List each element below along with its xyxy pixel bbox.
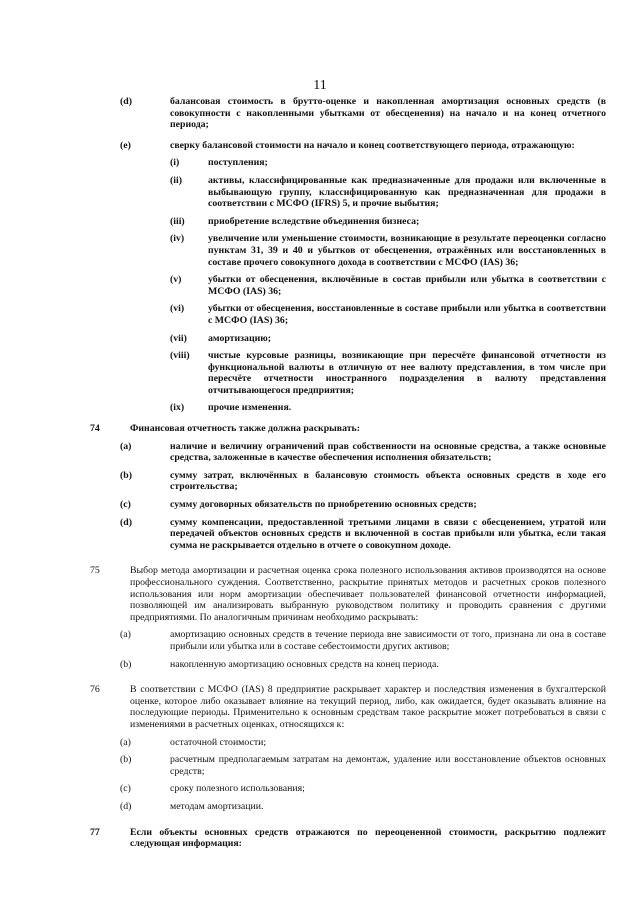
sub-item-text: увеличение или уменьшение стоимости, возникающие в результате переоценки согласно пунктам 31, 39 и 40 и убытков от обесценения, отражённых или восстановленных в составе прочего совокупного дохода в соответствии с МСФО (IAS) 36; <box>208 233 606 268</box>
sub-list-item <box>170 216 606 228</box>
sub-item-marker: (ix) <box>170 402 185 414</box>
paragraph-number: 74 <box>90 423 100 435</box>
list-item <box>120 737 606 749</box>
sub-item-text: чистые курсовые разницы, возникающие при пересчёте финансовой отчетности из функциональной валюты в отличную от нее валюту представления, в том числе при пересчёте отчетности иностранного подразделения в валюту представления отчитывающегося предприятия; <box>208 350 606 396</box>
item-text: сумму компенсации, предоставленной третьими лицами в связи с обесценением, утратой или передачей объектов основных средств и включенной в состав прибыли или убытка, если такая сумма не раскрывается отдельно в отчете о совокупном доходе. <box>170 516 606 551</box>
item-text: наличие и величину ограничений прав собственности на основные средства, а также основные средства, заложенные в качестве обеспечения исполнения обязательств; <box>170 440 606 464</box>
list-item <box>120 140 606 152</box>
item-marker: (b) <box>120 658 132 670</box>
sub-item-text: приобретение вследствие объединения бизнеса; <box>208 215 420 227</box>
paragraph-74 <box>90 423 606 435</box>
sub-list-item <box>170 333 606 345</box>
paragraph-text: Финансовая отчетность также должна раскрывать: <box>130 423 360 435</box>
sub-item-marker: (vii) <box>170 332 187 344</box>
item-text: балансовая стоимость в брутто-оценке и накопленная амортизация основных средств (в совокупности с накопленными убытками от обесценения) на начало и на конец отчетного периода; <box>170 96 606 131</box>
paragraph-76 <box>90 684 606 730</box>
item-text: сверку балансовой стоимости на начало и конец соответствующего периода, отражающую: <box>170 139 575 151</box>
item-marker: (c) <box>120 499 131 511</box>
sub-item-text: поступления; <box>208 157 268 169</box>
sub-item-text: амортизацию; <box>208 332 271 344</box>
sub-list-item <box>170 175 606 210</box>
item-marker: (d) <box>120 800 132 812</box>
sub-item-marker: (v) <box>170 274 182 286</box>
item-text: остаточной стоимости; <box>170 736 267 748</box>
item-marker: (d) <box>120 516 132 528</box>
list-item <box>120 96 606 131</box>
item-text: накопленную амортизацию основных средств на конец периода. <box>170 658 439 670</box>
paragraph-text: Выбор метода амортизации и расчетная оценка срока полезного использования активов производятся на основе профессионального суждения. Соответственно, раскрытие принятых методов и расчетных сроков полезного использования или норм амортизации обеспечивает пользователей финансовой отчетности информацией, позволяющей им анализировать выбранную руководством политику и проводить сравнения с другими предприятиями. По аналогичным причинам необходимо раскрывать: <box>130 565 606 623</box>
sub-list-item <box>170 157 606 169</box>
list-item <box>120 517 606 552</box>
item-text: расчетным предполагаемым затратам на демонтаж, удаление или восстановление объектов основных средств; <box>170 754 606 777</box>
sub-item-text: убытки от обесценения, восстановленные в составе прибыли или убытка в соответствии с МСФО (IAS) 36; <box>208 303 606 326</box>
sub-list-item <box>170 350 606 396</box>
item-text: амортизацию основных средств в течение периода вне зависимости от того, признана ли она в составе прибыли или убытка или в составе себестоимости других активов; <box>170 629 606 652</box>
list-item <box>120 499 606 511</box>
sub-item-text: убытки от обесценения, включённые в состав прибыли или убытка в соответствии с МСФО (IAS) 36; <box>208 274 606 297</box>
item-text: сумму договорных обязательств по приобретению основных средств; <box>170 499 477 511</box>
sub-item-text: прочие изменения. <box>208 402 292 414</box>
sub-list-item <box>170 274 606 297</box>
item-text: сроку полезного использования; <box>170 783 305 795</box>
list-item <box>120 441 606 464</box>
list-item <box>120 783 606 795</box>
item-marker: (d) <box>120 96 132 107</box>
item-marker: (e) <box>120 139 131 151</box>
paragraph-77 <box>90 827 606 850</box>
list-item <box>120 629 606 652</box>
list-item <box>120 659 606 671</box>
sub-list-item <box>170 233 606 268</box>
sub-list-item <box>170 303 606 326</box>
sub-item-marker: (vi) <box>170 303 185 315</box>
sub-list-item <box>170 402 606 414</box>
item-text: сумму затрат, включённых в балансовую стоимость объекта основных средств в ходе его строительства; <box>170 469 606 493</box>
item-marker: (a) <box>120 440 132 452</box>
list-item <box>120 754 606 777</box>
sub-item-marker: (viii) <box>170 350 190 362</box>
sub-item-marker: (iii) <box>170 215 185 227</box>
item-marker: (a) <box>120 736 131 748</box>
item-marker: (a) <box>120 629 131 641</box>
sub-item-marker: (iv) <box>170 233 185 245</box>
list-item <box>120 470 606 493</box>
page-number: 11 <box>313 78 327 93</box>
item-marker: (b) <box>120 469 132 481</box>
item-text: методам амортизации. <box>170 800 264 812</box>
sub-item-marker: (ii) <box>170 174 182 186</box>
paragraph-text: Если объекты основных средств отражаются по переоцененной стоимости, раскрытию подлежит следующая информация: <box>130 826 606 850</box>
list-item <box>120 801 606 813</box>
item-marker: (c) <box>120 783 131 795</box>
paragraph-number: 76 <box>90 684 100 696</box>
paragraph-75 <box>90 565 606 623</box>
sub-item-text: активы, классифицированные как предназначенные для продажи или включенные в выбывающую группу, классифицированную как предназначенная для продажи в соответствии с МСФО (IFRS) 5, и прочие выбытия; <box>208 174 606 210</box>
document-body <box>90 96 606 850</box>
sub-item-marker: (i) <box>170 157 180 169</box>
item-marker: (b) <box>120 754 132 766</box>
paragraph-text: В соответствии с МСФО (IAS) 8 предприятие раскрывает характер и последствия изменения в бухгалтерской оценке, которое либо оказывает влияние на текущий период, либо, как ожидается, будет оказывать влияние на последующие периоды. Применительно к основным средствам такое раскрытие может потребоваться в связи с изменениями в расчетных оценках, относящихся к: <box>130 684 606 730</box>
paragraph-number: 77 <box>90 826 100 838</box>
paragraph-number: 75 <box>90 565 100 577</box>
